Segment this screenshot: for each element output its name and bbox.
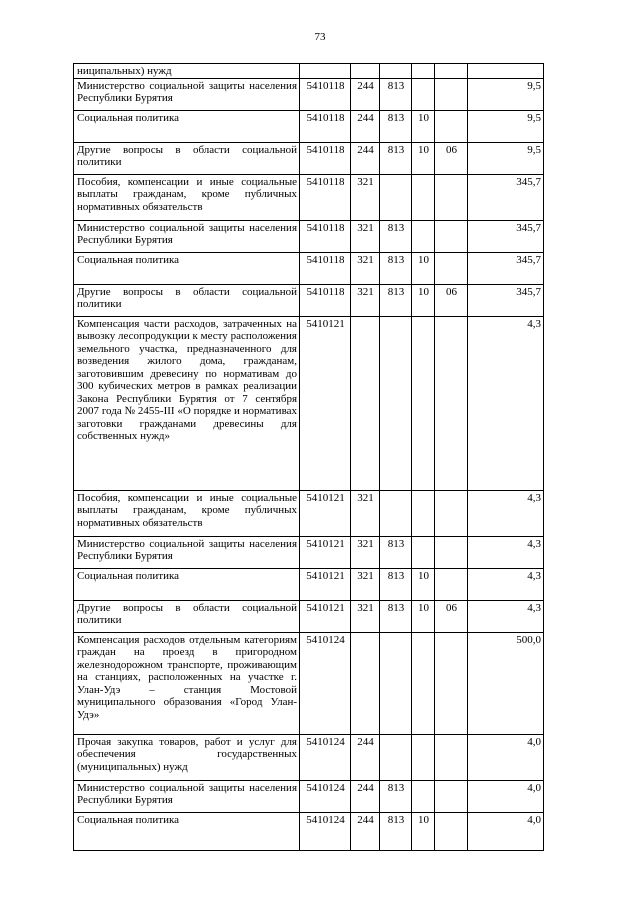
table-row — [74, 110, 544, 142]
section-cell: 10 — [412, 568, 435, 600]
target-article-cell: 5410118 — [300, 284, 351, 316]
table-row — [74, 174, 544, 220]
section-cell: 10 — [412, 142, 435, 174]
target-article-cell: 5410118 — [300, 174, 351, 220]
item-name-cell: Социальная политика — [74, 252, 300, 284]
ministry-code-cell — [380, 316, 412, 490]
table-row — [74, 142, 544, 174]
table-row — [74, 780, 544, 812]
section-cell — [412, 220, 435, 252]
item-name-cell: Министерство социальной защиты населения Республики Бурятия — [74, 780, 300, 812]
target-article-cell: 5410118 — [300, 78, 351, 110]
expense-type-cell: 321 — [351, 220, 380, 252]
section-cell: 10 — [412, 284, 435, 316]
amount-cell: 4,3 — [468, 568, 544, 600]
item-name-cell: Социальная политика — [74, 110, 300, 142]
item-name-cell: ниципальных) нужд — [74, 64, 300, 79]
amount-cell: 4,0 — [468, 734, 544, 780]
amount-cell: 345,7 — [468, 220, 544, 252]
amount-cell: 9,5 — [468, 78, 544, 110]
item-name-cell: Другие вопросы в области социальной политики — [74, 600, 300, 632]
ministry-code-cell: 813 — [380, 252, 412, 284]
table-row — [74, 490, 544, 536]
ministry-code-cell: 813 — [380, 600, 412, 632]
target-article-cell — [300, 64, 351, 79]
ministry-code-cell: 813 — [380, 780, 412, 812]
target-article-cell: 5410121 — [300, 316, 351, 490]
section-cell: 10 — [412, 252, 435, 284]
target-article-cell: 5410121 — [300, 536, 351, 568]
ministry-code-cell — [380, 490, 412, 536]
amount-cell: 9,5 — [468, 142, 544, 174]
amount-cell: 500,0 — [468, 632, 544, 734]
section-cell — [412, 174, 435, 220]
target-article-cell: 5410124 — [300, 632, 351, 734]
amount-cell: 4,3 — [468, 536, 544, 568]
section-cell — [412, 780, 435, 812]
ministry-code-cell — [380, 632, 412, 734]
section-cell — [412, 536, 435, 568]
section-cell — [412, 316, 435, 490]
ministry-code-cell — [380, 174, 412, 220]
amount-cell: 4,3 — [468, 600, 544, 632]
subsection-cell — [435, 174, 468, 220]
expense-type-cell — [351, 632, 380, 734]
table-row — [74, 734, 544, 780]
amount-cell: 4,0 — [468, 780, 544, 812]
subsection-cell — [435, 78, 468, 110]
item-name-cell: Прочая закупка товаров, работ и услуг для обеспечения государственных (муниципальных) нужд — [74, 734, 300, 780]
target-article-cell: 5410124 — [300, 780, 351, 812]
section-cell — [412, 734, 435, 780]
page-number: 73 — [314, 31, 326, 43]
expense-type-cell: 321 — [351, 568, 380, 600]
item-name-cell: Министерство социальной защиты населения Республики Бурятия — [74, 536, 300, 568]
subsection-cell — [435, 64, 468, 79]
table-row — [74, 284, 544, 316]
ministry-code-cell: 813 — [380, 78, 412, 110]
item-name-cell: Компенсация расходов отдельным категориям граждан на проезд в пригородном железнодорожном транспорте, проживающим на станциях, расположенных на участке г. Улан-Удэ – станция Мостовой муниципального образования «Город Улан-Удэ» — [74, 632, 300, 734]
amount-cell: 345,7 — [468, 252, 544, 284]
ministry-code-cell: 813 — [380, 812, 412, 850]
amount-cell: 4,0 — [468, 812, 544, 850]
item-name-cell: Социальная политика — [74, 568, 300, 600]
expense-type-cell: 321 — [351, 252, 380, 284]
expense-type-cell: 244 — [351, 734, 380, 780]
table-row — [74, 536, 544, 568]
amount-cell: 345,7 — [468, 284, 544, 316]
subsection-cell — [435, 110, 468, 142]
target-article-cell: 5410124 — [300, 812, 351, 850]
item-name-cell: Другие вопросы в области социальной политики — [74, 142, 300, 174]
section-cell: 10 — [412, 600, 435, 632]
target-article-cell: 5410118 — [300, 142, 351, 174]
ministry-code-cell — [380, 64, 412, 79]
table-row — [74, 632, 544, 734]
ministry-code-cell: 813 — [380, 142, 412, 174]
expense-type-cell: 244 — [351, 780, 380, 812]
table-row — [74, 812, 544, 850]
item-name-cell: Социальная политика — [74, 812, 300, 850]
subsection-cell — [435, 632, 468, 734]
target-article-cell: 5410118 — [300, 110, 351, 142]
subsection-cell — [435, 780, 468, 812]
table-row — [74, 220, 544, 252]
expense-type-cell: 321 — [351, 284, 380, 316]
expense-type-cell: 244 — [351, 142, 380, 174]
expense-type-cell — [351, 316, 380, 490]
table-row — [74, 78, 544, 110]
item-name-cell: Министерство социальной защиты населения Республики Бурятия — [74, 220, 300, 252]
subsection-cell — [435, 316, 468, 490]
table-row — [74, 316, 544, 490]
subsection-cell — [435, 252, 468, 284]
item-name-cell: Пособия, компенсации и иные социальные выплаты гражданам, кроме публичных нормативных обязательств — [74, 174, 300, 220]
amount-cell: 345,7 — [468, 174, 544, 220]
table-row — [74, 64, 544, 79]
amount-cell — [468, 64, 544, 79]
subsection-cell — [435, 220, 468, 252]
subsection-cell: 06 — [435, 600, 468, 632]
expense-type-cell: 321 — [351, 174, 380, 220]
expense-type-cell: 321 — [351, 536, 380, 568]
ministry-code-cell: 813 — [380, 568, 412, 600]
budget-table — [73, 63, 544, 851]
subsection-cell: 06 — [435, 142, 468, 174]
subsection-cell: 06 — [435, 284, 468, 316]
expense-type-cell: 244 — [351, 78, 380, 110]
section-cell: 10 — [412, 110, 435, 142]
target-article-cell: 5410121 — [300, 600, 351, 632]
section-cell — [412, 632, 435, 734]
ministry-code-cell: 813 — [380, 220, 412, 252]
section-cell: 10 — [412, 812, 435, 850]
expense-type-cell: 321 — [351, 600, 380, 632]
section-cell — [412, 490, 435, 536]
target-article-cell: 5410118 — [300, 220, 351, 252]
subsection-cell — [435, 536, 468, 568]
section-cell — [412, 64, 435, 79]
table-row — [74, 568, 544, 600]
ministry-code-cell: 813 — [380, 284, 412, 316]
expense-type-cell: 244 — [351, 812, 380, 850]
subsection-cell — [435, 734, 468, 780]
target-article-cell: 5410121 — [300, 490, 351, 536]
expense-type-cell — [351, 64, 380, 79]
amount-cell: 4,3 — [468, 316, 544, 490]
amount-cell: 9,5 — [468, 110, 544, 142]
section-cell — [412, 78, 435, 110]
target-article-cell: 5410124 — [300, 734, 351, 780]
target-article-cell: 5410118 — [300, 252, 351, 284]
target-article-cell: 5410121 — [300, 568, 351, 600]
ministry-code-cell: 813 — [380, 536, 412, 568]
expense-type-cell: 244 — [351, 110, 380, 142]
expense-type-cell: 321 — [351, 490, 380, 536]
subsection-cell — [435, 568, 468, 600]
item-name-cell: Компенсация части расходов, затраченных на вывозку лесопродукции к месту расположения земельного участка, предназначенного для возведения жилого дома, гражданам, заготовившим древесину по нормативам до 300 кубических метров в рамках реализации Закона Республики Бурятия от 7 сентября 2007 года № 2455-III «О порядке и нормативах заготовки гражданами древесины для собственных нужд» — [74, 316, 300, 490]
amount-cell: 4,3 — [468, 490, 544, 536]
table-row — [74, 252, 544, 284]
ministry-code-cell — [380, 734, 412, 780]
item-name-cell: Пособия, компенсации и иные социальные выплаты гражданам, кроме публичных нормативных обязательств — [74, 490, 300, 536]
item-name-cell: Другие вопросы в области социальной политики — [74, 284, 300, 316]
subsection-cell — [435, 812, 468, 850]
table-row — [74, 600, 544, 632]
item-name-cell: Министерство социальной защиты населения Республики Бурятия — [74, 78, 300, 110]
subsection-cell — [435, 490, 468, 536]
ministry-code-cell: 813 — [380, 110, 412, 142]
